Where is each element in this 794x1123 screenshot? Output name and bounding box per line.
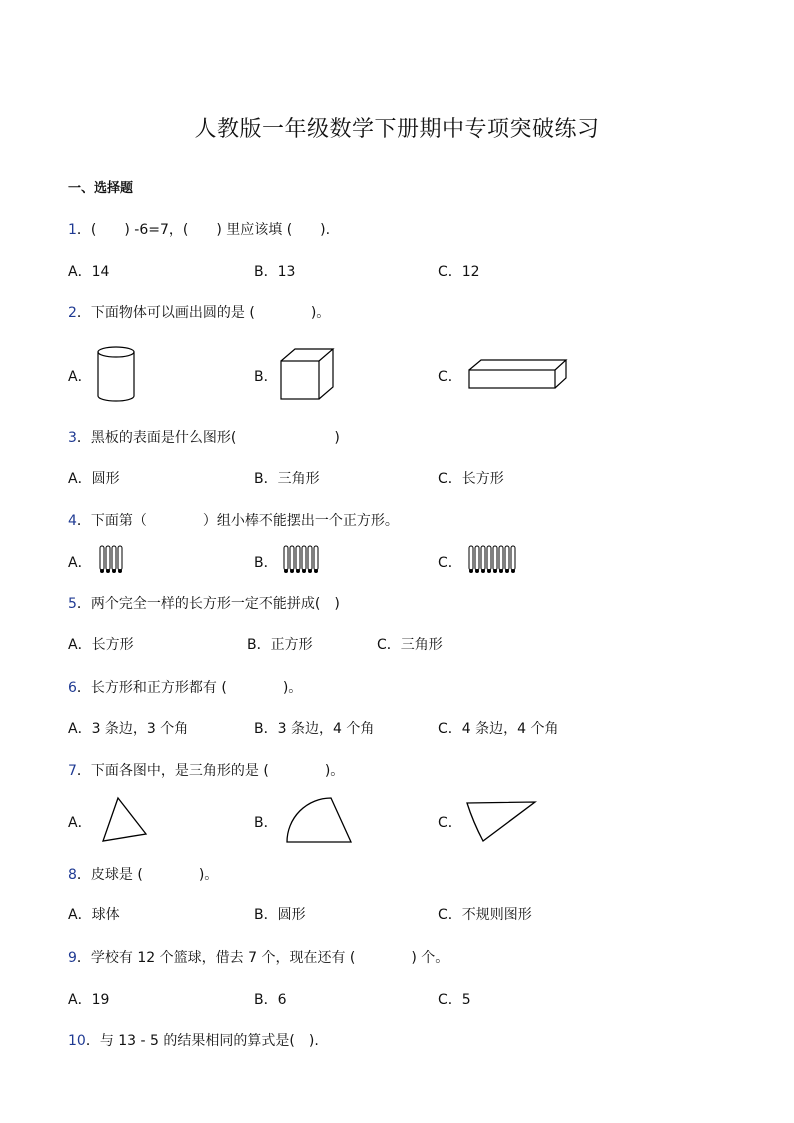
question-text: ．下面第（ ）组小棒不能摆出一个正方形。	[76, 513, 399, 529]
option-b: B．3 条边，4 个角	[254, 721, 375, 737]
option-c: C．12	[438, 264, 480, 280]
option-c: C．5	[438, 992, 471, 1008]
option-a: A．	[68, 555, 92, 571]
option-b: B．13	[254, 264, 296, 280]
question-number: 6	[68, 680, 77, 696]
sector-figure	[284, 795, 354, 845]
question-text: ．学校有 12 个篮球，借去 7 个，现在还有 ( ) 个。	[76, 950, 450, 966]
option-a: A．	[68, 369, 92, 385]
question-text: ．黑板的表面是什么图形( )	[76, 430, 340, 446]
sticks-group-b	[282, 544, 326, 576]
question-number: 3	[68, 430, 77, 446]
sticks-group-c	[467, 544, 525, 576]
option-a: A．	[68, 815, 92, 831]
question-number: 8	[68, 867, 77, 883]
page-title: 人教版一年级数学下册期中专项突破练习	[194, 117, 600, 142]
option-a: A．14	[68, 264, 110, 280]
option-c: C．长方形	[438, 471, 504, 487]
question-number: 1	[68, 222, 77, 238]
option-a: A．19	[68, 992, 110, 1008]
question-3	[68, 427, 340, 447]
question-9	[68, 947, 449, 967]
curved-triangle-figure	[465, 800, 539, 844]
question-text: ．长方形和正方形都有 ( )。	[76, 680, 303, 696]
option-b: B．	[254, 369, 278, 385]
question-text: ．下面各图中，是三角形的是 ( )。	[76, 763, 345, 779]
option-c: C．	[438, 815, 462, 831]
option-c: C．	[438, 369, 462, 385]
option-b: B．	[254, 555, 278, 571]
option-c: C．三角形	[377, 637, 443, 653]
option-a: A．长方形	[68, 637, 134, 653]
question-number: 5	[68, 596, 77, 612]
cylinder-figure	[96, 344, 136, 404]
option-b: B．圆形	[254, 907, 306, 923]
cube-figure	[279, 347, 335, 403]
option-c: C．	[438, 555, 462, 571]
option-b: B．正方形	[247, 637, 313, 653]
question-text: ．两个完全一样的长方形一定不能拼成( )	[76, 596, 340, 612]
question-number: 2	[68, 305, 77, 321]
question-number: 7	[68, 763, 77, 779]
question-10	[68, 1030, 319, 1050]
question-5	[68, 593, 340, 613]
sticks-group-a	[98, 544, 130, 576]
option-a: A．球体	[68, 907, 120, 923]
question-6	[68, 677, 302, 697]
cuboid-figure	[467, 358, 569, 392]
option-b: B．	[254, 815, 278, 831]
question-number: 10	[68, 1033, 86, 1049]
question-number: 4	[68, 513, 77, 529]
question-number: 9	[68, 950, 77, 966]
option-b: B．6	[254, 992, 287, 1008]
question-text: ．( ) -6=7，( ) 里应该填 ( ).	[76, 222, 331, 238]
question-8	[68, 864, 218, 884]
question-1	[68, 219, 330, 239]
question-text: ．皮球是 ( )。	[76, 867, 219, 883]
question-text: ．下面物体可以画出圆的是 ( )。	[76, 305, 331, 321]
question-7	[68, 760, 344, 780]
triangle-figure	[100, 795, 150, 845]
option-b: B．三角形	[254, 471, 320, 487]
option-c: C．不规则图形	[438, 907, 532, 923]
option-a: A．3 条边，3 个角	[68, 721, 189, 737]
question-4	[68, 510, 399, 530]
question-text: ．与 13 - 5 的结果相同的算式是( ).	[85, 1033, 319, 1049]
option-a: A．圆形	[68, 471, 120, 487]
option-c: C．4 条边，4 个角	[438, 721, 559, 737]
question-2	[68, 302, 330, 322]
section-heading: 一、选择题	[68, 181, 134, 196]
